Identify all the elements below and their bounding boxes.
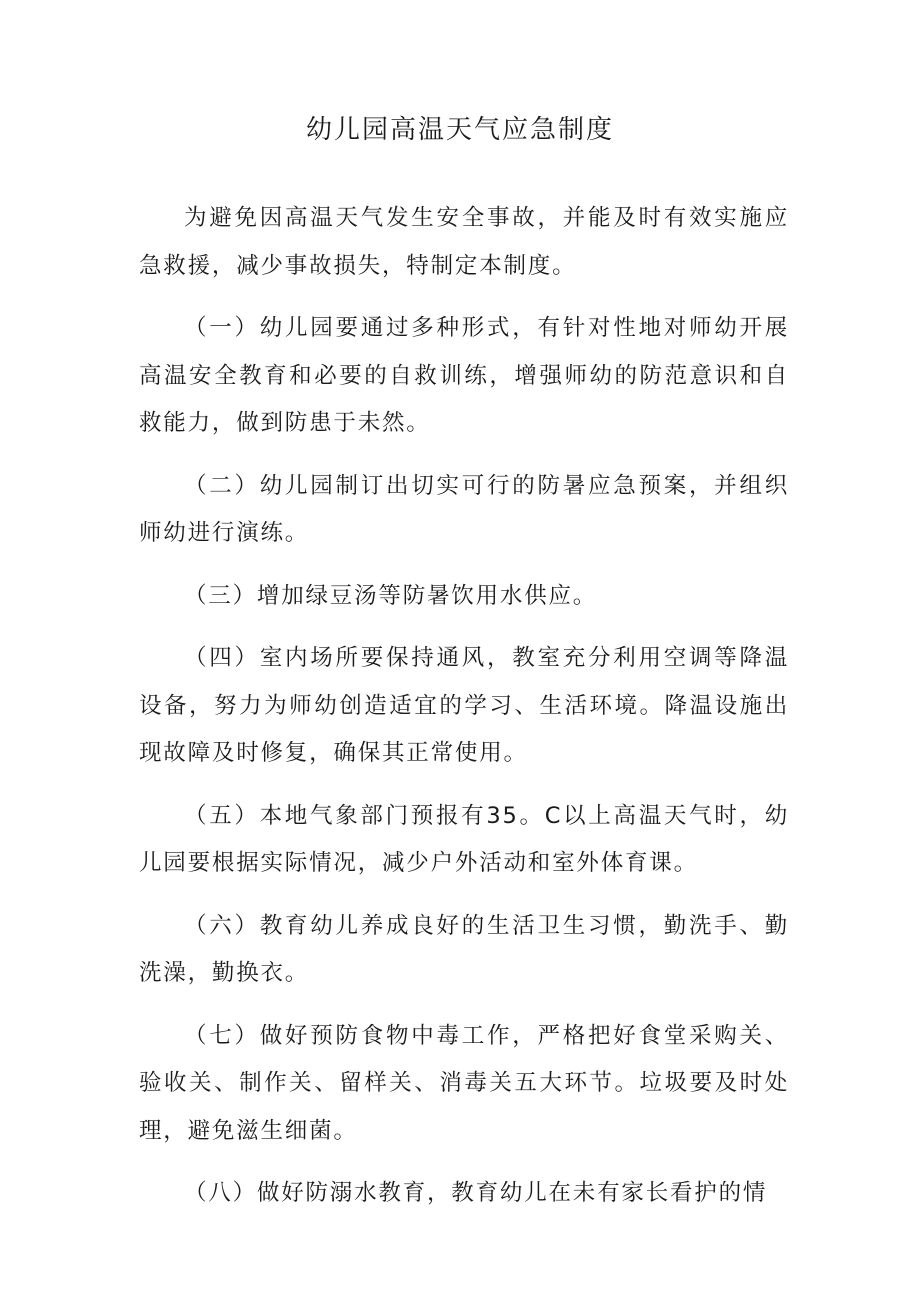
document-body bbox=[139, 195, 789, 1233]
item-7-paragraph: （七）做好预防食物中毒工作，严格把好食堂采购关、验收关、制作关、留样关、消毒关五大环节。垃圾要及时处理，避免滋生细菌。 bbox=[139, 1022, 789, 1144]
item-4-paragraph: （四）室内场所要保持通风，教室充分利用空调等降温设备，努力为师幼创造适宜的学习、生活环境。降温设施出现故障及时修复，确保其正常使用。 bbox=[139, 645, 789, 766]
item-5-paragraph: （五）本地气象部门预报有35。C以上高温天气时，幼儿园要根据实际情况，减少户外活动和室外体育课。 bbox=[139, 802, 789, 876]
item-1-paragraph: （一）幼儿园要通过多种形式，有针对性地对师幼开展高温安全教育和必要的自救训练，增强师幼的防范意识和自救能力，做到防患于未然。 bbox=[139, 315, 789, 436]
item-3-paragraph: （三）增加绿豆汤等防暑饮用水供应。 bbox=[184, 582, 598, 609]
item-8-paragraph: （八）做好防溺水教育，教育幼儿在未有家长看护的情 bbox=[184, 1180, 768, 1206]
item-6-paragraph: （六）教育幼儿养成良好的生活卫生习惯，勤洗手、勤洗澡，勤换衣。 bbox=[139, 912, 789, 986]
item-2-paragraph: （二）幼儿园制订出切实可行的防暑应急预案，并组织师幼进行演练。 bbox=[139, 472, 789, 546]
intro-paragraph: 为避免因高温天气发生安全事故，并能及时有效实施应急救援，减少事故损失，特制定本制度。 bbox=[139, 205, 789, 279]
document-title: 幼儿园高温天气应急制度 bbox=[305, 115, 614, 145]
